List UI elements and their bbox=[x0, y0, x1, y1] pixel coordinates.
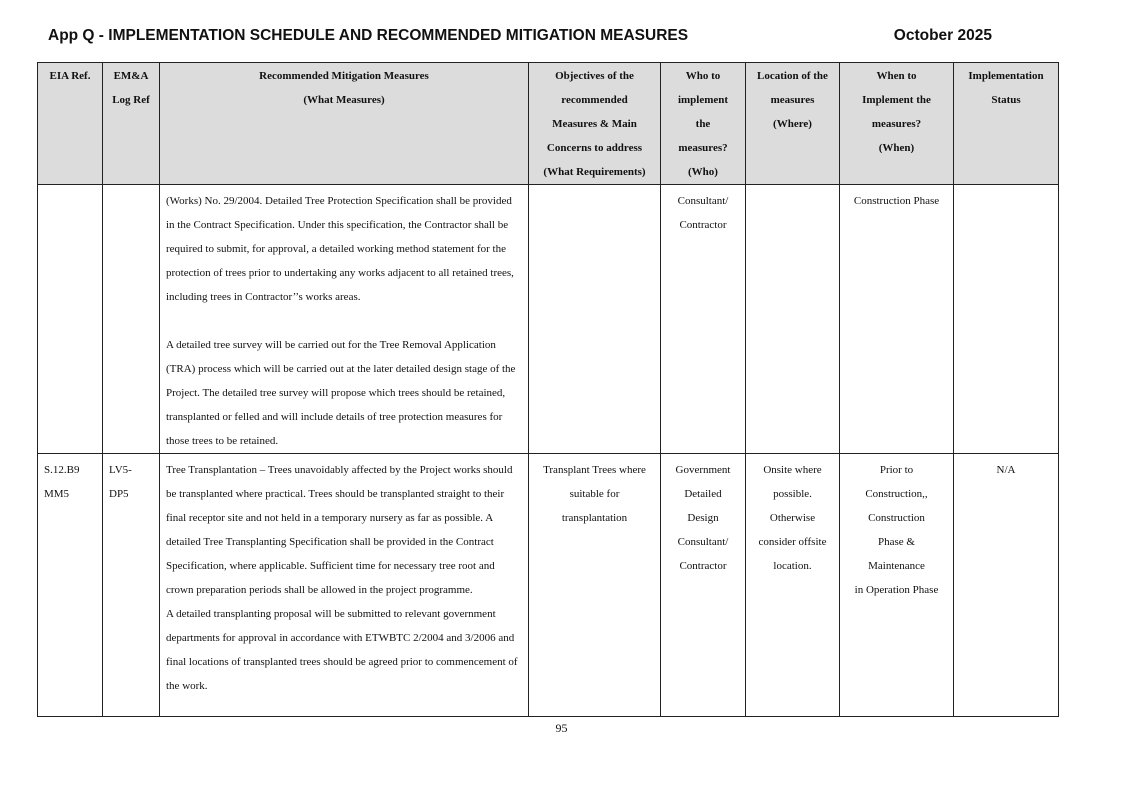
cell-line: transplantation bbox=[561, 512, 628, 524]
cell-line: Contractor bbox=[679, 560, 727, 572]
cell-line: LV5- bbox=[109, 464, 132, 476]
page-number: 95 bbox=[555, 721, 568, 735]
header-objectives bbox=[529, 63, 661, 185]
header-measures bbox=[160, 63, 529, 185]
header-label-line: (When) bbox=[878, 142, 915, 154]
cell-where bbox=[746, 454, 840, 717]
header-label-line: measures? bbox=[678, 142, 728, 154]
header-label-line: implement bbox=[677, 94, 729, 106]
header-label-line: (Where) bbox=[773, 118, 812, 130]
header-status bbox=[954, 63, 1059, 185]
header-label-line: recommended bbox=[561, 94, 628, 106]
cell-line: Contractor bbox=[679, 219, 727, 231]
cell-line: possible. bbox=[773, 488, 812, 500]
header-eia-ref bbox=[38, 63, 103, 185]
header-label-line: Implement the bbox=[862, 94, 931, 106]
cell-line: Detailed bbox=[684, 488, 722, 500]
table-row bbox=[38, 454, 1059, 717]
cell-line: in Operation Phase bbox=[854, 584, 939, 596]
cell-measures bbox=[160, 185, 529, 454]
header-label-line: EIA Ref. bbox=[49, 70, 91, 82]
cell-line: Transplant Trees where bbox=[543, 464, 646, 476]
header-label-line: Location of the bbox=[757, 70, 828, 82]
header-where bbox=[746, 63, 840, 185]
cell-line: Consultant/ bbox=[677, 195, 729, 207]
header-label-line: measures bbox=[770, 94, 815, 106]
document-header bbox=[48, 27, 992, 49]
cell-line: Design bbox=[687, 512, 719, 524]
cell-line: Government bbox=[675, 464, 731, 476]
cell-eia-ref bbox=[38, 185, 103, 454]
cell-line: Phase & bbox=[878, 536, 915, 548]
header-label-line: Concerns to address bbox=[546, 142, 643, 154]
measure-paragraph: (Works) No. 29/2004. Detailed Tree Protection Specification shall be provided in the Contract Specification. Under this specification, the Contractor shall be required to submit, for approval, a detailed working method statement for the protection of trees prior to undertaking any works adjacent to all retained trees, including trees in Contractor’’s works areas. bbox=[166, 195, 514, 303]
cell-when bbox=[840, 185, 954, 454]
cell-line: Construction Phase bbox=[853, 195, 940, 207]
cell-objectives bbox=[529, 185, 661, 454]
cell-line: suitable for bbox=[569, 488, 620, 500]
cell-status bbox=[954, 454, 1059, 717]
cell-line: MM5 bbox=[44, 488, 70, 500]
cell-line: DP5 bbox=[109, 488, 129, 500]
cell-line: consider offsite bbox=[758, 536, 827, 548]
implementation-schedule-table bbox=[37, 62, 1059, 717]
header-label-line: Who to bbox=[685, 70, 721, 82]
cell-when bbox=[840, 454, 954, 717]
cell-measures bbox=[160, 454, 529, 717]
paragraph-gap bbox=[166, 309, 522, 333]
table-row bbox=[38, 185, 1059, 454]
header-label-line: EM&A bbox=[113, 70, 149, 82]
cell-log-ref bbox=[103, 185, 160, 454]
header-label-line: When to bbox=[876, 70, 917, 82]
cell-line: Prior to bbox=[879, 464, 914, 476]
cell-line: Construction bbox=[868, 512, 925, 524]
measure-paragraph: A detailed transplanting proposal will be submitted to relevant government departments for approval in accordance with ETWBTC 2/2004 and 3/2006 and final locations of transplanted trees should be agreed prior to commencement of the work. bbox=[166, 608, 518, 692]
cell-line: Consultant/ bbox=[677, 536, 729, 548]
header-label-line: Status bbox=[991, 94, 1021, 106]
header-label-line: Recommended Mitigation Measures bbox=[259, 70, 429, 82]
cell-who bbox=[661, 185, 746, 454]
document-date: October 2025 bbox=[893, 27, 992, 44]
header-label-line: Measures & Main bbox=[552, 118, 637, 130]
cell-where bbox=[746, 185, 840, 454]
header-label-line: (Who) bbox=[688, 166, 718, 178]
measure-paragraph: Tree Transplantation – Trees unavoidably affected by the Project works should be transplanted where practical. Trees should be transplanted straight to their final receptor site and not held in a temporary nursery as far as possible. A detailed Tree Transplanting Specification shall be provided in the Contract Specification, where applicable. Sufficient time for necessary tree root and crown preparation periods shall be allowed in the project programme. bbox=[166, 464, 513, 596]
header-label-line: the bbox=[695, 118, 711, 130]
cell-who bbox=[661, 454, 746, 717]
measure-paragraph: A detailed tree survey will be carried out for the Tree Removal Application (TRA) process which will be carried out at the later detailed design stage of the Project. The detailed tree survey will propose which trees should be retained, transplanted or felled and will include details of tree protection measures for those trees to be retained. bbox=[166, 339, 516, 447]
cell-line: Maintenance bbox=[868, 560, 925, 572]
header-log-ref bbox=[103, 63, 160, 185]
header-label-line: Log Ref bbox=[112, 94, 150, 106]
cell-line: S.12.B9 bbox=[44, 464, 80, 476]
table-header-row bbox=[38, 63, 1059, 185]
cell-line: location. bbox=[773, 560, 812, 572]
cell-status bbox=[954, 185, 1059, 454]
header-label-line: Objectives of the bbox=[555, 70, 634, 82]
cell-log-ref bbox=[103, 454, 160, 717]
header-label-line: Implementation bbox=[968, 70, 1044, 82]
header-when bbox=[840, 63, 954, 185]
header-label-line: (What Requirements) bbox=[543, 166, 646, 178]
cell-line: Onsite where bbox=[763, 464, 822, 476]
cell-objectives bbox=[529, 454, 661, 717]
cell-line: Construction,, bbox=[865, 488, 928, 500]
cell-line: Otherwise bbox=[769, 512, 816, 524]
cell-eia-ref bbox=[38, 454, 103, 717]
header-who bbox=[661, 63, 746, 185]
header-label-line: measures? bbox=[871, 118, 922, 130]
document-title: App Q - IMPLEMENTATION SCHEDULE AND RECOMMENDED MITIGATION MEASURES bbox=[48, 27, 689, 44]
cell-line: N/A bbox=[996, 464, 1016, 476]
header-label-line: (What Measures) bbox=[303, 94, 385, 106]
